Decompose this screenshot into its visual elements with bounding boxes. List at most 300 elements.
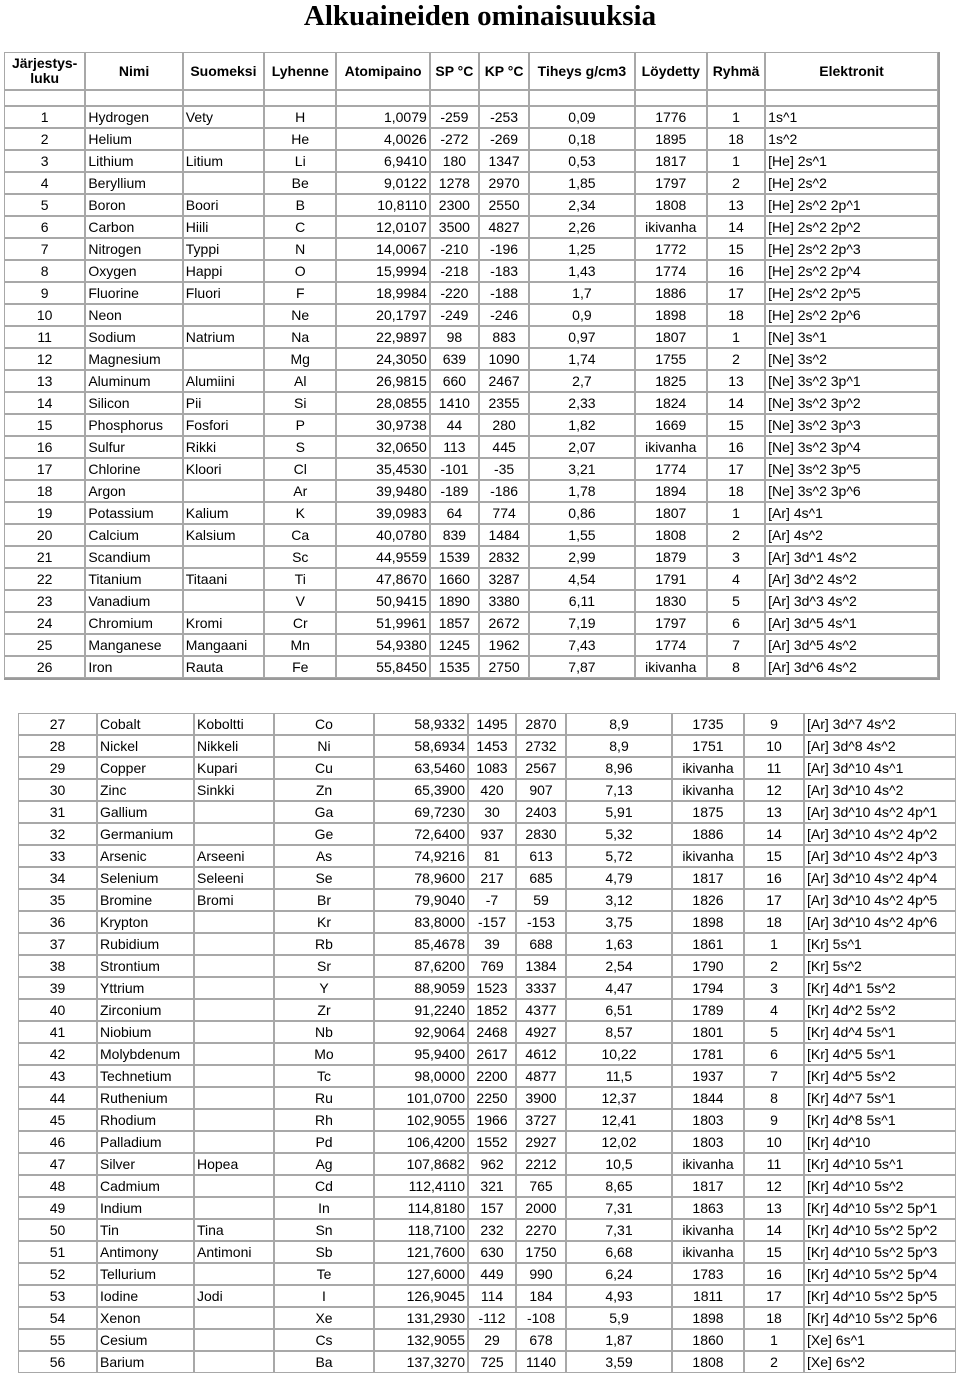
cell-density: 3,21	[529, 458, 634, 480]
cell-name: Barium	[97, 1351, 194, 1373]
cell-discovered: ikivanha	[672, 1153, 744, 1175]
cell-group: 7	[707, 634, 765, 656]
cell-order-number: 16	[4, 436, 85, 458]
cell-density: 2,07	[529, 436, 634, 458]
cell-electrons: [Ar] 3d^3 4s^2	[765, 590, 938, 612]
cell-electrons: [Ar] 3d^1 4s^2	[765, 546, 938, 568]
cell-electrons: [Kr] 4d^10 5s^2 5p^3	[804, 1241, 956, 1263]
cell-atomic-weight: 39,9480	[336, 480, 429, 502]
cell-melting-point: 2300	[430, 194, 479, 216]
cell-electrons: [Ne] 3s^1	[765, 326, 938, 348]
cell-electrons: [Kr] 4d^10 5s^2 5p^5	[804, 1285, 956, 1307]
header-name: Nimi	[85, 52, 182, 90]
table-row	[18, 1043, 956, 1065]
cell-finnish-name: Titaani	[183, 568, 264, 590]
cell-atomic-weight: 32,0650	[336, 436, 429, 458]
cell-boiling-point: 2270	[516, 1219, 566, 1241]
cell-electrons: [Ar] 3d^10 4s^2 4p^1	[804, 801, 956, 823]
cell-boiling-point: 3287	[479, 568, 529, 590]
cell-order-number: 51	[18, 1241, 97, 1263]
cell-density: 10,5	[566, 1153, 672, 1175]
cell-finnish-name: Happi	[183, 260, 264, 282]
cell-group: 5	[707, 590, 765, 612]
cell-electrons: [Xe] 6s^2	[804, 1351, 956, 1373]
cell-discovered: 1879	[635, 546, 707, 568]
cell-density: 6,51	[566, 999, 672, 1021]
cell-group: 14	[707, 392, 765, 414]
cell-name: Bromine	[97, 889, 194, 911]
cell-density: 1,7	[529, 282, 634, 304]
cell-electrons: [Ar] 3d^10 4s^2 4p^2	[804, 823, 956, 845]
cell-atomic-weight: 78,9600	[374, 867, 468, 889]
cell-density: 8,96	[566, 757, 672, 779]
header-boiling-point: KP °C	[479, 52, 529, 90]
cell-group: 12	[744, 1175, 804, 1197]
cell-finnish-name	[183, 172, 264, 194]
cell-symbol: Sc	[264, 546, 336, 568]
cell-group: 17	[707, 282, 765, 304]
cell-symbol: Se	[274, 867, 374, 889]
cell-name: Indium	[97, 1197, 194, 1219]
cell-group: 4	[707, 568, 765, 590]
cell-discovered: 1817	[672, 1175, 744, 1197]
cell-finnish-name: Fosfori	[183, 414, 264, 436]
cell-name: Arsenic	[97, 845, 194, 867]
cell-symbol: As	[274, 845, 374, 867]
cell-melting-point: 937	[468, 823, 516, 845]
header-melting-point: SP °C	[430, 52, 479, 90]
cell-density: 3,59	[566, 1351, 672, 1373]
cell-finnish-name: Boori	[183, 194, 264, 216]
cell-boiling-point: 2750	[479, 656, 529, 678]
cell-boiling-point: 1484	[479, 524, 529, 546]
cell-order-number: 13	[4, 370, 85, 392]
cell-finnish-name	[194, 911, 274, 933]
cell-electrons: [Kr] 4d^10 5s^2 5p^6	[804, 1307, 956, 1329]
cell-atomic-weight: 26,9815	[336, 370, 429, 392]
cell-melting-point: 39	[468, 933, 516, 955]
cell-finnish-name	[194, 801, 274, 823]
cell-symbol: Cd	[274, 1175, 374, 1197]
cell-group: 11	[744, 757, 804, 779]
cell-density: 5,91	[566, 801, 672, 823]
cell-order-number: 7	[4, 238, 85, 260]
cell-boiling-point: 765	[516, 1175, 566, 1197]
cell-discovered: ikivanha	[672, 1241, 744, 1263]
cell-melting-point: -112	[468, 1307, 516, 1329]
cell-melting-point: -157	[468, 911, 516, 933]
cell-melting-point: -272	[430, 128, 479, 150]
cell-electrons: [Ar] 4s^2	[765, 524, 938, 546]
cell-finnish-name: Mangaani	[183, 634, 264, 656]
cell-melting-point: 217	[468, 867, 516, 889]
cell-electrons: [Ar] 3d^8 4s^2	[804, 735, 956, 757]
cell-atomic-weight: 114,8180	[374, 1197, 468, 1219]
cell-boiling-point: 3337	[516, 977, 566, 999]
cell-boiling-point: 4612	[516, 1043, 566, 1065]
cell-name: Molybdenum	[97, 1043, 194, 1065]
cell-name: Silver	[97, 1153, 194, 1175]
cell-finnish-name	[194, 1175, 274, 1197]
cell-melting-point: 29	[468, 1329, 516, 1351]
table-row	[4, 524, 938, 546]
cell-group: 2	[707, 524, 765, 546]
cell-group: 3	[707, 546, 765, 568]
cell-order-number: 41	[18, 1021, 97, 1043]
cell-discovered: ikivanha	[672, 779, 744, 801]
cell-density: 2,26	[529, 216, 634, 238]
cell-finnish-name	[194, 1021, 274, 1043]
cell-density: 2,99	[529, 546, 634, 568]
cell-melting-point: 725	[468, 1351, 516, 1373]
cell-name: Calcium	[85, 524, 182, 546]
header-group: Ryhmä	[707, 52, 765, 90]
cell-discovered: 1790	[672, 955, 744, 977]
cell-group: 10	[744, 735, 804, 757]
cell-name: Scandium	[85, 546, 182, 568]
table-row	[4, 392, 938, 414]
table-row	[4, 612, 938, 634]
cell-discovered: 1755	[635, 348, 707, 370]
table-row	[18, 801, 956, 823]
cell-name: Neon	[85, 304, 182, 326]
cell-finnish-name	[194, 1087, 274, 1109]
cell-group: 5	[744, 1021, 804, 1043]
cell-finnish-name: Kupari	[194, 757, 274, 779]
cell-order-number: 9	[4, 282, 85, 304]
cell-melting-point: 2468	[468, 1021, 516, 1043]
cell-finnish-name: Rikki	[183, 436, 264, 458]
cell-name: Cadmium	[97, 1175, 194, 1197]
cell-melting-point: -249	[430, 304, 479, 326]
cell-melting-point: -7	[468, 889, 516, 911]
cell-electrons: [He] 2s^2 2p^4	[765, 260, 938, 282]
table-row	[4, 590, 938, 612]
cell-name: Potassium	[85, 502, 182, 524]
table-row	[18, 1175, 956, 1197]
cell-finnish-name	[194, 823, 274, 845]
cell-boiling-point: 1140	[516, 1351, 566, 1373]
cell-discovered: 1886	[672, 823, 744, 845]
cell-order-number: 12	[4, 348, 85, 370]
cell-electrons: [Ar] 4s^1	[765, 502, 938, 524]
cell-density: 2,7	[529, 370, 634, 392]
cell-atomic-weight: 24,3050	[336, 348, 429, 370]
cell-discovered: 1669	[635, 414, 707, 436]
cell-order-number: 31	[18, 801, 97, 823]
cell-discovered: 1808	[672, 1351, 744, 1373]
cell-boiling-point: 4877	[516, 1065, 566, 1087]
cell-boiling-point: 2550	[479, 194, 529, 216]
cell-order-number: 53	[18, 1285, 97, 1307]
cell-name: Phosphorus	[85, 414, 182, 436]
cell-finnish-name: Vety	[183, 106, 264, 128]
cell-order-number: 55	[18, 1329, 97, 1351]
cell-name: Beryllium	[85, 172, 182, 194]
cell-electrons: 1s^2	[765, 128, 938, 150]
cell-melting-point: 3500	[430, 216, 479, 238]
cell-discovered: ikivanha	[672, 757, 744, 779]
cell-group: 8	[744, 1087, 804, 1109]
cell-name: Rhodium	[97, 1109, 194, 1131]
cell-finnish-name: Litium	[183, 150, 264, 172]
cell-order-number: 27	[18, 713, 97, 735]
cell-electrons: [Kr] 4d^10 5s^2 5p^2	[804, 1219, 956, 1241]
cell-melting-point: 1857	[430, 612, 479, 634]
cell-discovered: 1789	[672, 999, 744, 1021]
cell-electrons: [Ne] 3s^2 3p^6	[765, 480, 938, 502]
cell-melting-point: 769	[468, 955, 516, 977]
table-row	[4, 216, 938, 238]
cell-boiling-point: -153	[516, 911, 566, 933]
cell-order-number: 20	[4, 524, 85, 546]
cell-electrons: [Ar] 3d^7 4s^2	[804, 713, 956, 735]
cell-electrons: [Kr] 4d^5 5s^2	[804, 1065, 956, 1087]
cell-boiling-point: 1347	[479, 150, 529, 172]
cell-density: 6,11	[529, 590, 634, 612]
cell-group: 15	[707, 414, 765, 436]
cell-symbol: Si	[264, 392, 336, 414]
cell-density: 12,02	[566, 1131, 672, 1153]
cell-name: Silicon	[85, 392, 182, 414]
cell-boiling-point: 685	[516, 867, 566, 889]
cell-density: 1,25	[529, 238, 634, 260]
cell-atomic-weight: 58,6934	[374, 735, 468, 757]
table-row	[18, 1065, 956, 1087]
cell-name: Zinc	[97, 779, 194, 801]
cell-discovered: 1807	[635, 502, 707, 524]
cell-density: 1,78	[529, 480, 634, 502]
cell-atomic-weight: 14,0067	[336, 238, 429, 260]
cell-discovered: 1830	[635, 590, 707, 612]
cell-name: Iron	[85, 656, 182, 678]
cell-name: Titanium	[85, 568, 182, 590]
table-row	[18, 977, 956, 999]
cell-finnish-name	[194, 999, 274, 1021]
cell-symbol: Cr	[264, 612, 336, 634]
cell-order-number: 19	[4, 502, 85, 524]
cell-group: 1	[707, 502, 765, 524]
cell-symbol: F	[264, 282, 336, 304]
cell-electrons: [Ne] 3s^2	[765, 348, 938, 370]
cell-density: 2,54	[566, 955, 672, 977]
cell-name: Helium	[85, 128, 182, 150]
cell-name: Argon	[85, 480, 182, 502]
cell-group: 18	[744, 1307, 804, 1329]
cell-boiling-point: 2832	[479, 546, 529, 568]
cell-density: 0,53	[529, 150, 634, 172]
cell-boiling-point: -186	[479, 480, 529, 502]
cell-name: Selenium	[97, 867, 194, 889]
cell-order-number: 56	[18, 1351, 97, 1373]
table-row	[4, 480, 938, 502]
cell-order-number: 25	[4, 634, 85, 656]
cell-electrons: [Ar] 3d^6 4s^2	[765, 656, 938, 678]
header-finnish: Suomeksi	[183, 52, 264, 90]
cell-finnish-name: Koboltti	[194, 713, 274, 735]
cell-group: 18	[707, 304, 765, 326]
cell-symbol: Pd	[274, 1131, 374, 1153]
cell-group: 17	[744, 1285, 804, 1307]
cell-name: Rubidium	[97, 933, 194, 955]
cell-discovered: 1807	[635, 326, 707, 348]
cell-atomic-weight: 10,8110	[336, 194, 429, 216]
cell-boiling-point: 3727	[516, 1109, 566, 1131]
cell-discovered: 1801	[672, 1021, 744, 1043]
cell-melting-point: 1660	[430, 568, 479, 590]
cell-symbol: Be	[264, 172, 336, 194]
cell-finnish-name	[194, 977, 274, 999]
cell-boiling-point: 4827	[479, 216, 529, 238]
cell-symbol: Mg	[264, 348, 336, 370]
cell-electrons: [Ar] 3d^5 4s^2	[765, 634, 938, 656]
table-row	[18, 713, 956, 735]
cell-group: 7	[744, 1065, 804, 1087]
cell-atomic-weight: 79,9040	[374, 889, 468, 911]
cell-discovered: 1825	[635, 370, 707, 392]
cell-boiling-point: -108	[516, 1307, 566, 1329]
cell-melting-point: 44	[430, 414, 479, 436]
cell-symbol: Ni	[274, 735, 374, 757]
cell-boiling-point: 3380	[479, 590, 529, 612]
cell-finnish-name	[194, 1065, 274, 1087]
cell-electrons: [Ar] 3d^10 4s^2 4p^6	[804, 911, 956, 933]
cell-atomic-weight: 50,9415	[336, 590, 429, 612]
cell-symbol: Y	[274, 977, 374, 999]
cell-group: 14	[744, 823, 804, 845]
page-title: Alkuaineiden ominaisuuksia	[303, 0, 657, 32]
cell-electrons: [Ar] 3d^10 4s^2	[804, 779, 956, 801]
cell-boiling-point: -188	[479, 282, 529, 304]
cell-name: Fluorine	[85, 282, 182, 304]
cell-symbol: Nb	[274, 1021, 374, 1043]
cell-electrons: [Ne] 3s^2 3p^5	[765, 458, 938, 480]
cell-electrons: [Ne] 3s^2 3p^3	[765, 414, 938, 436]
cell-atomic-weight: 112,4110	[374, 1175, 468, 1197]
cell-symbol: K	[264, 502, 336, 524]
cell-electrons: [Kr] 4d^5 5s^1	[804, 1043, 956, 1065]
cell-finnish-name: Antimoni	[194, 1241, 274, 1263]
table-row	[18, 1153, 956, 1175]
cell-symbol: Ag	[274, 1153, 374, 1175]
cell-symbol: N	[264, 238, 336, 260]
cell-density: 11,5	[566, 1065, 672, 1087]
table-row	[4, 436, 938, 458]
cell-boiling-point: 4377	[516, 999, 566, 1021]
cell-discovered: 1735	[672, 713, 744, 735]
cell-boiling-point: -196	[479, 238, 529, 260]
table-row	[4, 128, 938, 150]
cell-melting-point: 1966	[468, 1109, 516, 1131]
cell-atomic-weight: 85,4678	[374, 933, 468, 955]
cell-order-number: 36	[18, 911, 97, 933]
cell-finnish-name: Fluori	[183, 282, 264, 304]
cell-electrons: [He] 2s^1	[765, 150, 938, 172]
table-row	[18, 1087, 956, 1109]
cell-atomic-weight: 30,9738	[336, 414, 429, 436]
cell-order-number: 42	[18, 1043, 97, 1065]
cell-finnish-name: Sinkki	[194, 779, 274, 801]
cell-density: 0,97	[529, 326, 634, 348]
cell-atomic-weight: 63,5460	[374, 757, 468, 779]
header-order-number: Järjestys-luku	[4, 52, 85, 90]
cell-atomic-weight: 95,9400	[374, 1043, 468, 1065]
cell-discovered: 1774	[635, 634, 707, 656]
cell-electrons: [Kr] 4d^10 5s^2	[804, 1175, 956, 1197]
cell-electrons: [He] 2s^2 2p^2	[765, 216, 938, 238]
cell-boiling-point: 613	[516, 845, 566, 867]
cell-symbol: Mn	[264, 634, 336, 656]
cell-group: 1	[744, 933, 804, 955]
cell-discovered: 1774	[635, 260, 707, 282]
cell-symbol: Kr	[274, 911, 374, 933]
cell-atomic-weight: 106,4200	[374, 1131, 468, 1153]
cell-atomic-weight: 131,2930	[374, 1307, 468, 1329]
cell-group: 9	[744, 713, 804, 735]
cell-atomic-weight: 40,0780	[336, 524, 429, 546]
cell-discovered: ikivanha	[672, 1219, 744, 1241]
table-row	[4, 238, 938, 260]
cell-name: Tin	[97, 1219, 194, 1241]
header-row	[4, 52, 938, 90]
cell-order-number: 44	[18, 1087, 97, 1109]
cell-discovered: 1781	[672, 1043, 744, 1065]
cell-symbol: Co	[274, 713, 374, 735]
cell-electrons: [Kr] 5s^2	[804, 955, 956, 977]
table-row	[18, 1351, 956, 1373]
cell-finnish-name: Rauta	[183, 656, 264, 678]
cell-density: 4,54	[529, 568, 634, 590]
cell-name: Technetium	[97, 1065, 194, 1087]
cell-finnish-name: Alumiini	[183, 370, 264, 392]
cell-symbol: Sb	[274, 1241, 374, 1263]
cell-symbol: Cu	[274, 757, 374, 779]
cell-electrons: [Kr] 4d^7 5s^1	[804, 1087, 956, 1109]
cell-symbol: S	[264, 436, 336, 458]
table-row	[18, 889, 956, 911]
cell-atomic-weight: 4,0026	[336, 128, 429, 150]
cell-finnish-name	[194, 1263, 274, 1285]
header-symbol: Lyhenne	[264, 52, 336, 90]
cell-group: 1	[707, 106, 765, 128]
cell-density: 2,34	[529, 194, 634, 216]
cell-discovered: 1794	[672, 977, 744, 999]
cell-melting-point: 2250	[468, 1087, 516, 1109]
cell-density: 1,87	[566, 1329, 672, 1351]
cell-finnish-name: Tina	[194, 1219, 274, 1241]
cell-electrons: [Ne] 3s^2 3p^2	[765, 392, 938, 414]
cell-discovered: 1797	[635, 612, 707, 634]
cell-symbol: Ba	[274, 1351, 374, 1373]
cell-atomic-weight: 126,9045	[374, 1285, 468, 1307]
table-row	[18, 1285, 956, 1307]
cell-boiling-point: 2970	[479, 172, 529, 194]
cell-symbol: Xe	[274, 1307, 374, 1329]
cell-order-number: 47	[18, 1153, 97, 1175]
cell-boiling-point: -253	[479, 106, 529, 128]
cell-density: 8,57	[566, 1021, 672, 1043]
cell-melting-point: 630	[468, 1241, 516, 1263]
cell-melting-point: 232	[468, 1219, 516, 1241]
table-row	[4, 282, 938, 304]
cell-melting-point: 839	[430, 524, 479, 546]
table-row	[18, 911, 956, 933]
cell-atomic-weight: 65,3900	[374, 779, 468, 801]
cell-atomic-weight: 98,0000	[374, 1065, 468, 1087]
cell-density: 1,82	[529, 414, 634, 436]
table-row	[18, 999, 956, 1021]
cell-name: Cobalt	[97, 713, 194, 735]
